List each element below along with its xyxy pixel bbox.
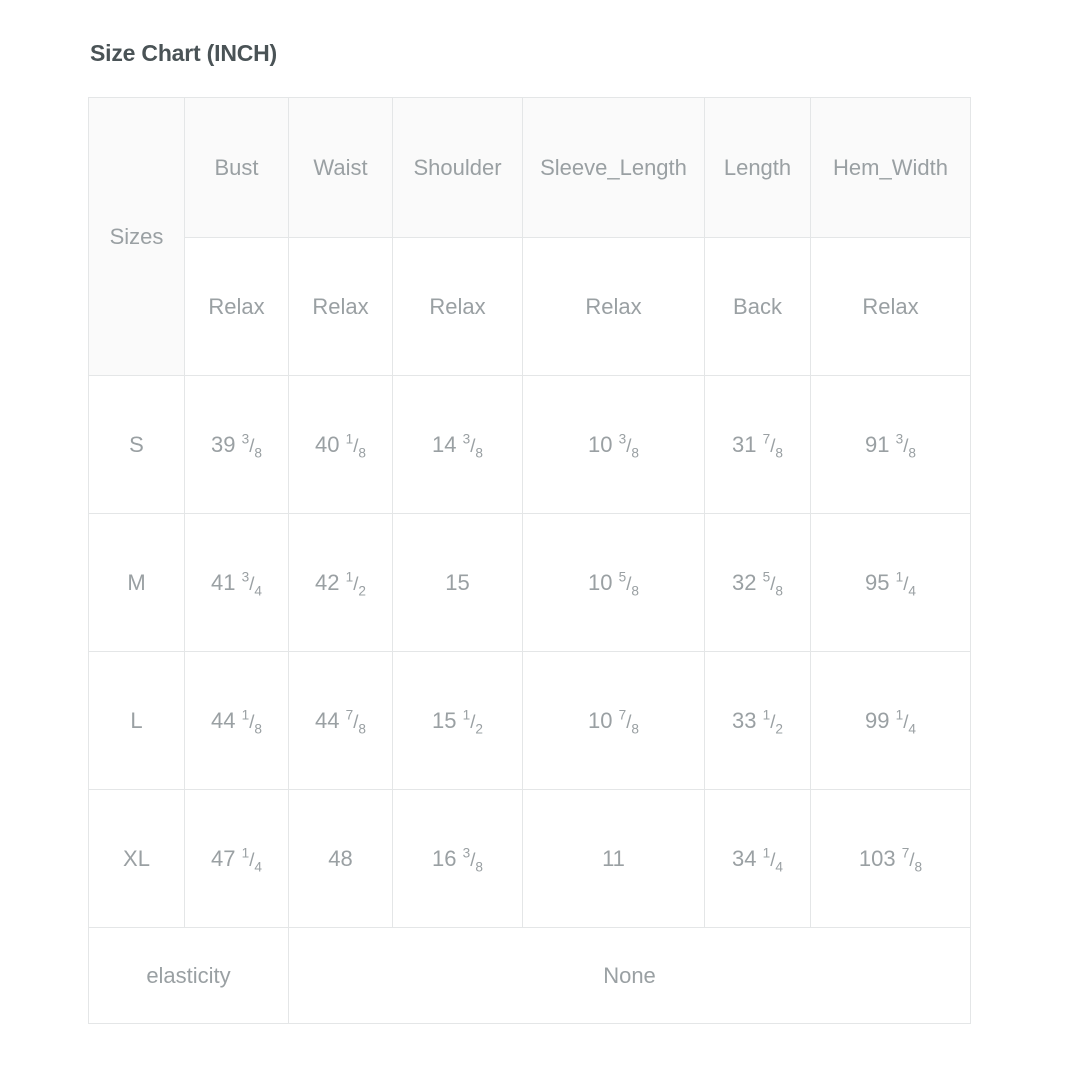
table-row — [89, 652, 971, 790]
cell-hem-width: 95 $^1/_4$ — [811, 514, 971, 652]
cell-waist: 48 — [289, 790, 393, 928]
cell-size: XL — [89, 790, 185, 928]
header-bust: Bust — [185, 98, 289, 238]
header-shoulder: Shoulder — [393, 98, 523, 238]
cell-bust: 39 $^3/_8$ — [185, 376, 289, 514]
cell-waist: 42 $^1/_2$ — [289, 514, 393, 652]
header-sizes: Sizes — [89, 98, 185, 376]
header-row-measure — [89, 98, 971, 238]
subheader-shoulder: Relax — [393, 238, 523, 376]
cell-sleeve-length: 10 $^3/_8$ — [523, 376, 705, 514]
cell-length: 34 $^1/_4$ — [705, 790, 811, 928]
cell-length: 31 $^7/_8$ — [705, 376, 811, 514]
table-row — [89, 376, 971, 514]
cell-hem-width: 99 $^1/_4$ — [811, 652, 971, 790]
subheader-waist: Relax — [289, 238, 393, 376]
size-chart-table — [88, 97, 971, 1024]
cell-bust: 47 $^1/_4$ — [185, 790, 289, 928]
cell-shoulder: 14 $^3/_8$ — [393, 376, 523, 514]
elasticity-value: None — [289, 928, 971, 1024]
cell-sleeve-length: 11 — [523, 790, 705, 928]
cell-waist: 44 $^7/_8$ — [289, 652, 393, 790]
header-sleeve-length: Sleeve_Length — [523, 98, 705, 238]
cell-size: S — [89, 376, 185, 514]
header-row-fit — [89, 238, 971, 376]
cell-length: 33 $^1/_2$ — [705, 652, 811, 790]
subheader-bust: Relax — [185, 238, 289, 376]
cell-size: M — [89, 514, 185, 652]
table-row — [89, 514, 971, 652]
page-title: Size Chart (INCH) — [90, 40, 278, 66]
cell-sleeve-length: 10 $^5/_8$ — [523, 514, 705, 652]
header-length: Length — [705, 98, 811, 238]
cell-sleeve-length: 10 $^7/_8$ — [523, 652, 705, 790]
elasticity-label: elasticity — [89, 928, 289, 1024]
table-header — [89, 98, 971, 376]
cell-bust: 41 $^3/_4$ — [185, 514, 289, 652]
subheader-sleeve-length: Relax — [523, 238, 705, 376]
cell-shoulder: 15 $^1/_2$ — [393, 652, 523, 790]
cell-bust: 44 $^1/_8$ — [185, 652, 289, 790]
cell-waist: 40 $^1/_8$ — [289, 376, 393, 514]
table-body — [89, 376, 971, 1024]
header-waist: Waist — [289, 98, 393, 238]
cell-shoulder: 15 — [393, 514, 523, 652]
cell-length: 32 $^5/_8$ — [705, 514, 811, 652]
header-hem-width: Hem_Width — [811, 98, 971, 238]
cell-hem-width: 91 $^3/_8$ — [811, 376, 971, 514]
cell-size: L — [89, 652, 185, 790]
table-row — [89, 790, 971, 928]
cell-hem-width: 103 $^7/_8$ — [811, 790, 971, 928]
table-row-elasticity — [89, 928, 971, 1024]
subheader-length: Back — [705, 238, 811, 376]
cell-shoulder: 16 $^3/_8$ — [393, 790, 523, 928]
subheader-hem-width: Relax — [811, 238, 971, 376]
